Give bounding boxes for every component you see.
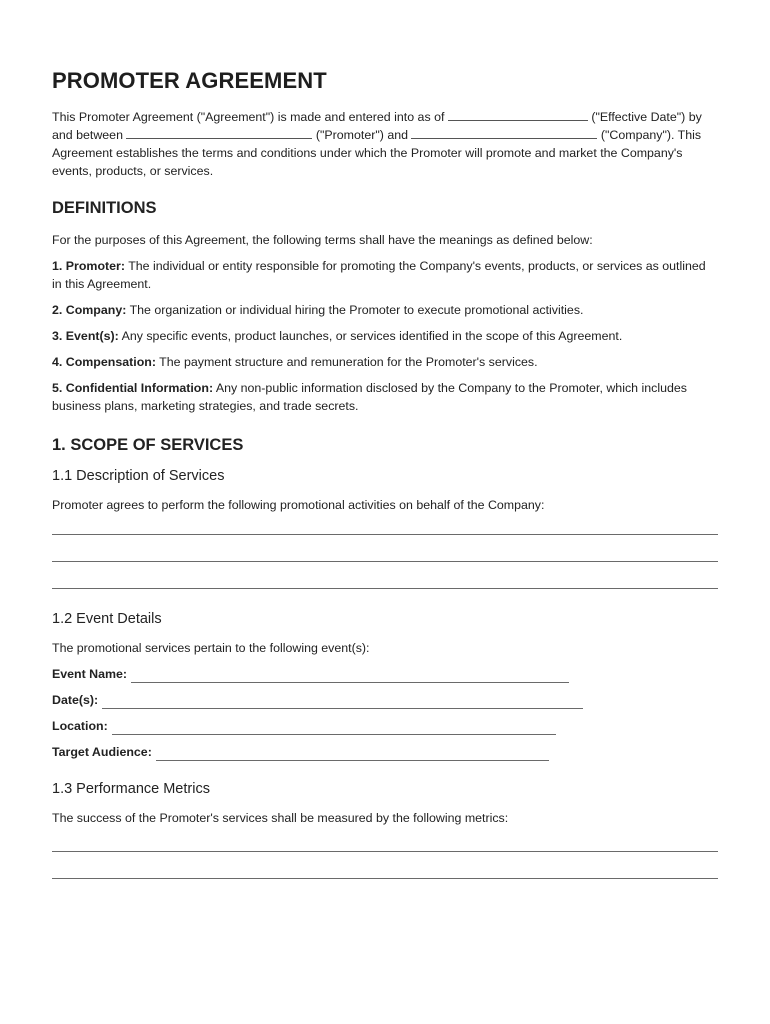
metrics-heading: 1.3 Performance Metrics xyxy=(52,781,210,797)
definition-term: 4. Compensation: xyxy=(52,355,156,369)
dates-label: Date(s): xyxy=(52,693,99,707)
definition-text: Any specific events, product launches, or services identified in the scope of this Agreement. xyxy=(121,329,623,343)
event-fields xyxy=(52,665,718,761)
intro-text-4: ("Company"). This Agreement establishes the terms and conditions under which the Promoter will promote and market the Company's events, products, or services. xyxy=(52,128,702,178)
intro-text-1: This Promoter Agreement ("Agreement") is made and entered into as of xyxy=(52,110,445,124)
metrics-blank-line-2[interactable] xyxy=(52,866,718,879)
definitions-lead: For the purposes of this Agreement, the following terms shall have the meanings as defined below: xyxy=(52,233,593,247)
intro-text-3: ("Promoter") and xyxy=(315,128,408,142)
promoter-name-blank[interactable] xyxy=(126,127,312,139)
metrics-lead: The success of the Promoter's services shall be measured by the following metrics: xyxy=(52,811,509,825)
definitions-heading: DEFINITIONS xyxy=(52,199,157,217)
dates-blank[interactable] xyxy=(102,696,583,709)
document-title: PROMOTER AGREEMENT xyxy=(52,68,327,93)
definition-item xyxy=(52,379,718,415)
definition-text: The organization or individual hiring the Promoter to execute promotional activities. xyxy=(129,303,584,317)
definition-text: The individual or entity responsible for promoting the Company's events, products, or services as outlined in this Agreement. xyxy=(52,259,706,291)
event-details-lead: The promotional services pertain to the following event(s): xyxy=(52,641,370,655)
metrics-blank-line-1[interactable] xyxy=(52,839,718,852)
intro-paragraph xyxy=(52,108,718,180)
company-name-blank[interactable] xyxy=(411,127,597,139)
definition-item xyxy=(52,257,718,293)
event-name-blank[interactable] xyxy=(131,670,569,683)
definition-item xyxy=(52,327,718,345)
event-name-label: Event Name: xyxy=(52,667,128,681)
metrics-blank-lines xyxy=(52,839,718,879)
effective-date-blank[interactable] xyxy=(448,109,588,121)
location-label: Location: xyxy=(52,719,108,733)
definition-text: The payment structure and remuneration for the Promoter's services. xyxy=(159,355,538,369)
location-field xyxy=(52,717,718,735)
definitions-list xyxy=(52,257,718,415)
definition-term: 1. Promoter: xyxy=(52,259,125,273)
description-blank-line-3[interactable] xyxy=(52,576,718,589)
definition-term: 2. Company: xyxy=(52,303,127,317)
definition-term: 3. Event(s): xyxy=(52,329,119,343)
event-name-field xyxy=(52,665,718,683)
target-audience-label: Target Audience: xyxy=(52,745,152,759)
definition-item xyxy=(52,353,718,371)
event-details-heading: 1.2 Event Details xyxy=(52,611,162,627)
target-audience-field xyxy=(52,743,718,761)
dates-field xyxy=(52,691,718,709)
definition-term: 5. Confidential Information: xyxy=(52,381,214,395)
definition-item xyxy=(52,301,718,319)
description-lead: Promoter agrees to perform the following promotional activities on behalf of the Company: xyxy=(52,498,545,512)
scope-heading: 1. SCOPE OF SERVICES xyxy=(52,436,244,454)
definition-text: Any non-public information disclosed by the Company to the Promoter, which includes business plans, marketing strategies, and trade secrets. xyxy=(52,381,687,413)
intro-text-2: ("Effective Date") by and between xyxy=(52,110,702,142)
description-blank-lines xyxy=(52,522,718,589)
location-blank[interactable] xyxy=(112,722,556,735)
description-blank-line-2[interactable] xyxy=(52,549,718,562)
target-audience-blank[interactable] xyxy=(156,748,549,761)
description-blank-line-1[interactable] xyxy=(52,522,718,535)
description-heading: 1.1 Description of Services xyxy=(52,468,225,484)
